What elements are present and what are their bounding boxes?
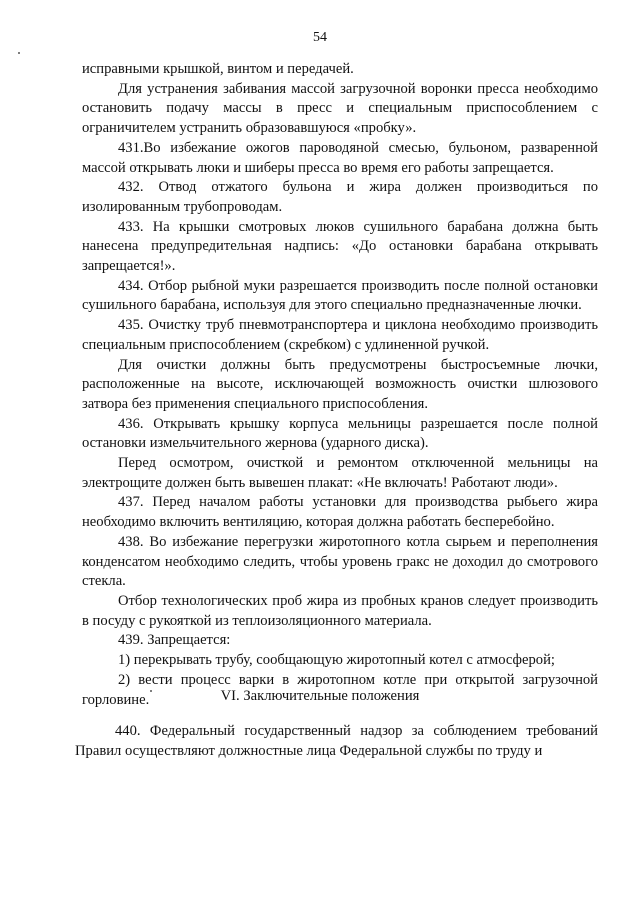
scan-speck [150,690,152,692]
scan-speck [18,52,20,54]
section-title: VI. Заключительные положения [220,688,420,704]
paragraph: 438. Во избежание перегрузки жиротопного котла сырьем и переполнения конденсатом необходимо следить, чтобы уровень гракс не доходил до смотрового стекла. [82,533,598,590]
paragraph: 432. Отвод отжатого бульона и жира должен производиться по изолированным трубопроводам. [82,179,598,215]
paragraph: 437. Перед началом работы установки для производства рыбьего жира необходимо включить вентиляцию, которая должна работать бесперебойно. [82,494,598,531]
list-item: 2) вести процесс варки в жиротопном котле при открытой загрузочной горловине. [82,671,598,708]
section-body-text [75,722,598,761]
paragraph: 433. На крышки смотровых люков сушильного барабана должна быть нанесена предупредительная надпись: «До остановки барабана открывать запрещается!». [82,218,598,275]
paragraph: исправными крышкой, винтом и передачей. [82,61,354,77]
paragraph: 440. Федеральный государственный надзор за соблюдением требований Правил осуществляют должностные лица Федеральной службы по труду и [75,723,598,759]
body-text [82,60,598,710]
list-item: 1) перекрывать трубу, сообщающую жиротопный котел с атмосферой; [118,652,555,669]
paragraph: 436. Открывать крышку корпуса мельницы разрешается после полной остановки измельчительного жернова (ударного диска). [82,415,598,452]
paragraph: Отбор технологических проб жира из пробных кранов следует производить в посуду с рукояткой из теплоизоляционного материала. [82,592,598,629]
paragraph: Для очистки должны быть предусмотрены быстросъемные лючки, расположенные на высоте, исключающей возможность очистки шлюзового затвора без применения специального приспособления. [82,356,598,412]
paragraph: Перед осмотром, очисткой и ремонтом отключенной мельницы на электрощите должен быть вывешен плакат: «Не включать! Работают люди». [82,455,598,491]
paragraph: 439. Запрещается: [118,632,231,649]
paragraph: Для устранения забивания массой загрузочной воронки пресса необходимо остановить подачу массы в пресс и специальным приспособлением с ограничителем устранить образовавшуюся «пробку». [82,80,598,137]
paragraph: 435. Очистку труб пневмотранспортера и циклона необходимо производить специальным приспособлением (скребком) с удлиненной ручкой. [82,317,598,353]
paragraph: 431.Во избежание ожогов пароводяной смесью, бульоном, разваренной массой открывать люки и шиберы пресса во время его работы запрещается. [82,139,598,176]
page-number: 54 [313,30,327,45]
paragraph: 434. Отбор рыбной муки разрешается производить после полной остановки сушильного барабана, используя для этого специально предназначенные лючки. [82,277,598,314]
